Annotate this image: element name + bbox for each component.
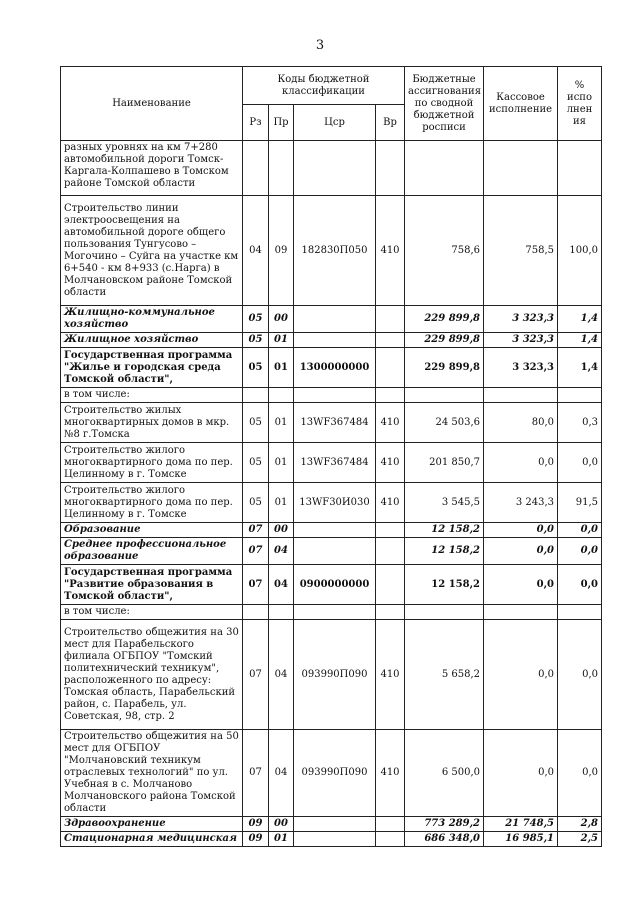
row-vr [376, 538, 405, 565]
row-pr: 01 [269, 403, 294, 443]
row-percent: 1,4 [558, 333, 602, 348]
row-vr: 410 [376, 730, 405, 817]
row-rz [243, 141, 269, 196]
row-csr: 093990П090 [294, 730, 376, 817]
header-name: Наименование [61, 67, 243, 141]
row-rz: 04 [243, 196, 269, 306]
row-name: Государственная программа "Развитие образования в Томской области", [61, 565, 243, 605]
row-pr: 00 [269, 306, 294, 333]
row-name: разных уровнях на км 7+280 автомобильной дороги Томск-Каргала-Колпашево в Томском районе Томской области [61, 141, 243, 196]
row-percent: 2,8 [558, 817, 602, 832]
row-rz [243, 605, 269, 620]
row-percent: 0,3 [558, 403, 602, 443]
row-cash [484, 388, 558, 403]
row-percent: 0,0 [558, 443, 602, 483]
table-row [61, 565, 602, 605]
row-vr: 410 [376, 443, 405, 483]
row-csr: 13WF30И030 [294, 483, 376, 523]
table-row [61, 348, 602, 388]
header-vr: Вр [376, 105, 405, 141]
row-vr [376, 348, 405, 388]
row-name: Среднее профессиональное образование [61, 538, 243, 565]
row-name: Строительство жилого многоквартирного дома по пер. Целинному в г. Томске [61, 443, 243, 483]
row-percent: 91,5 [558, 483, 602, 523]
row-rz: 05 [243, 306, 269, 333]
header-budget: Бюджетные ассигнования по сводной бюджетной росписи [405, 67, 484, 141]
row-csr: 182830П050 [294, 196, 376, 306]
row-vr: 410 [376, 483, 405, 523]
row-percent: 2,5 [558, 832, 602, 847]
row-name: Строительство линии электроосвещения на автомобильной дороге общего пользования Тунгусово – Могочино – Суйга на участке км 6+540 - км 8+933 (с.Нарга) в Молчановском районе Томской области [61, 196, 243, 306]
row-rz: 05 [243, 443, 269, 483]
row-pr [269, 605, 294, 620]
row-budget: 229 899,8 [405, 348, 484, 388]
row-cash: 3 323,3 [484, 306, 558, 333]
row-rz: 07 [243, 565, 269, 605]
row-rz: 09 [243, 832, 269, 847]
table-row [61, 306, 602, 333]
row-csr [294, 538, 376, 565]
row-pr [269, 388, 294, 403]
table-row [61, 605, 602, 620]
row-name: Образование [61, 523, 243, 538]
row-vr [376, 388, 405, 403]
row-pr: 01 [269, 333, 294, 348]
row-budget: 5 658,2 [405, 620, 484, 730]
row-rz: 05 [243, 483, 269, 523]
table-row [61, 483, 602, 523]
header-cash: Кассовое исполнение [484, 67, 558, 141]
page-number: 3 [315, 38, 325, 53]
row-pr: 00 [269, 817, 294, 832]
row-cash: 758,5 [484, 196, 558, 306]
row-cash: 3 323,3 [484, 333, 558, 348]
budget-table [60, 66, 602, 847]
row-pr: 01 [269, 832, 294, 847]
row-cash: 3 243,3 [484, 483, 558, 523]
table-row [61, 523, 602, 538]
row-csr [294, 605, 376, 620]
row-budget: 12 158,2 [405, 565, 484, 605]
row-name: Строительство общежития на 30 мест для Парабельского филиала ОГБПОУ "Томский политехнический техникум", расположенного по адресу: Томская область, Парабельский район, с. Парабель, ул. Советская, 98, стр. 2 [61, 620, 243, 730]
row-rz: 07 [243, 730, 269, 817]
row-pr: 04 [269, 730, 294, 817]
table-row [61, 196, 602, 306]
row-pr: 09 [269, 196, 294, 306]
row-csr [294, 141, 376, 196]
row-budget: 229 899,8 [405, 306, 484, 333]
row-rz: 07 [243, 538, 269, 565]
row-percent: 0,0 [558, 523, 602, 538]
row-cash: 0,0 [484, 565, 558, 605]
row-percent [558, 388, 602, 403]
row-pr: 04 [269, 538, 294, 565]
row-rz: 07 [243, 523, 269, 538]
row-rz: 07 [243, 620, 269, 730]
header-pr: Пр [269, 105, 294, 141]
table-row [61, 730, 602, 817]
row-pr [269, 141, 294, 196]
row-percent: 0,0 [558, 730, 602, 817]
row-cash: 0,0 [484, 523, 558, 538]
row-vr [376, 333, 405, 348]
row-rz: 09 [243, 817, 269, 832]
row-cash: 16 985,1 [484, 832, 558, 847]
row-cash: 0,0 [484, 538, 558, 565]
row-csr [294, 306, 376, 333]
table-row [61, 620, 602, 730]
table-row [61, 817, 602, 832]
row-csr [294, 832, 376, 847]
header-csr: Цср [294, 105, 376, 141]
row-cash: 80,0 [484, 403, 558, 443]
row-percent [558, 141, 602, 196]
table-row [61, 388, 602, 403]
table-row [61, 443, 602, 483]
row-pr: 04 [269, 565, 294, 605]
row-vr [376, 832, 405, 847]
row-vr: 410 [376, 620, 405, 730]
row-vr [376, 523, 405, 538]
row-cash: 21 748,5 [484, 817, 558, 832]
row-budget: 6 500,0 [405, 730, 484, 817]
row-budget: 773 289,2 [405, 817, 484, 832]
row-percent [558, 605, 602, 620]
row-name: Строительство жилого многоквартирного дома по пер. Целинному в г. Томске [61, 483, 243, 523]
row-csr: 093990П090 [294, 620, 376, 730]
header-percent: % испо лнен ия [558, 67, 602, 141]
row-budget [405, 388, 484, 403]
table-row [61, 141, 602, 196]
row-cash: 3 323,3 [484, 348, 558, 388]
row-cash: 0,0 [484, 730, 558, 817]
row-name: Строительство жилых многоквартирных домов в мкр.№8 г.Томска [61, 403, 243, 443]
row-vr [376, 605, 405, 620]
row-vr [376, 141, 405, 196]
row-pr: 00 [269, 523, 294, 538]
row-percent: 1,4 [558, 348, 602, 388]
row-budget: 3 545,5 [405, 483, 484, 523]
row-csr: 13WF367484 [294, 443, 376, 483]
row-budget [405, 141, 484, 196]
row-vr [376, 306, 405, 333]
row-vr [376, 817, 405, 832]
row-name: Строительство общежития на 50 мест для ОГБПОУ "Молчановский техникум отраслевых технологий" по ул. Учебная в с. Молчаново Молчановского района Томской области [61, 730, 243, 817]
row-percent: 100,0 [558, 196, 602, 306]
row-budget [405, 605, 484, 620]
row-percent: 1,4 [558, 306, 602, 333]
row-cash [484, 605, 558, 620]
row-vr: 410 [376, 196, 405, 306]
row-name: Жилищное хозяйство [61, 333, 243, 348]
row-percent: 0,0 [558, 620, 602, 730]
row-pr: 01 [269, 443, 294, 483]
header-row [61, 67, 602, 105]
row-rz: 05 [243, 403, 269, 443]
row-budget: 686 348,0 [405, 832, 484, 847]
row-csr: 0900000000 [294, 565, 376, 605]
row-name: в том числе: [61, 605, 243, 620]
row-pr: 01 [269, 483, 294, 523]
row-cash [484, 141, 558, 196]
row-rz: 05 [243, 348, 269, 388]
row-budget: 758,6 [405, 196, 484, 306]
table-row [61, 403, 602, 443]
row-pr: 01 [269, 348, 294, 388]
row-percent: 0,0 [558, 565, 602, 605]
row-csr: 13WF367484 [294, 403, 376, 443]
table-row [61, 333, 602, 348]
row-cash: 0,0 [484, 443, 558, 483]
row-budget: 24 503,6 [405, 403, 484, 443]
table-row [61, 832, 602, 847]
row-cash: 0,0 [484, 620, 558, 730]
row-name: Государственная программа "Жилье и городская среда Томской области", [61, 348, 243, 388]
row-pr: 04 [269, 620, 294, 730]
row-budget: 12 158,2 [405, 523, 484, 538]
row-name: Жилищно-коммунальное хозяйство [61, 306, 243, 333]
row-name: Здравоохранение [61, 817, 243, 832]
row-percent: 0,0 [558, 538, 602, 565]
row-vr [376, 565, 405, 605]
row-name: в том числе: [61, 388, 243, 403]
header-codes: Коды бюджетной классификации [243, 67, 405, 105]
row-budget: 229 899,8 [405, 333, 484, 348]
row-rz [243, 388, 269, 403]
row-csr [294, 333, 376, 348]
row-vr: 410 [376, 403, 405, 443]
row-name: Стационарная медицинская [61, 832, 243, 847]
row-budget: 12 158,2 [405, 538, 484, 565]
table-row [61, 538, 602, 565]
header-rz: Рз [243, 105, 269, 141]
row-budget: 201 850,7 [405, 443, 484, 483]
row-csr [294, 523, 376, 538]
row-csr [294, 388, 376, 403]
row-csr: 1300000000 [294, 348, 376, 388]
row-rz: 05 [243, 333, 269, 348]
row-csr [294, 817, 376, 832]
